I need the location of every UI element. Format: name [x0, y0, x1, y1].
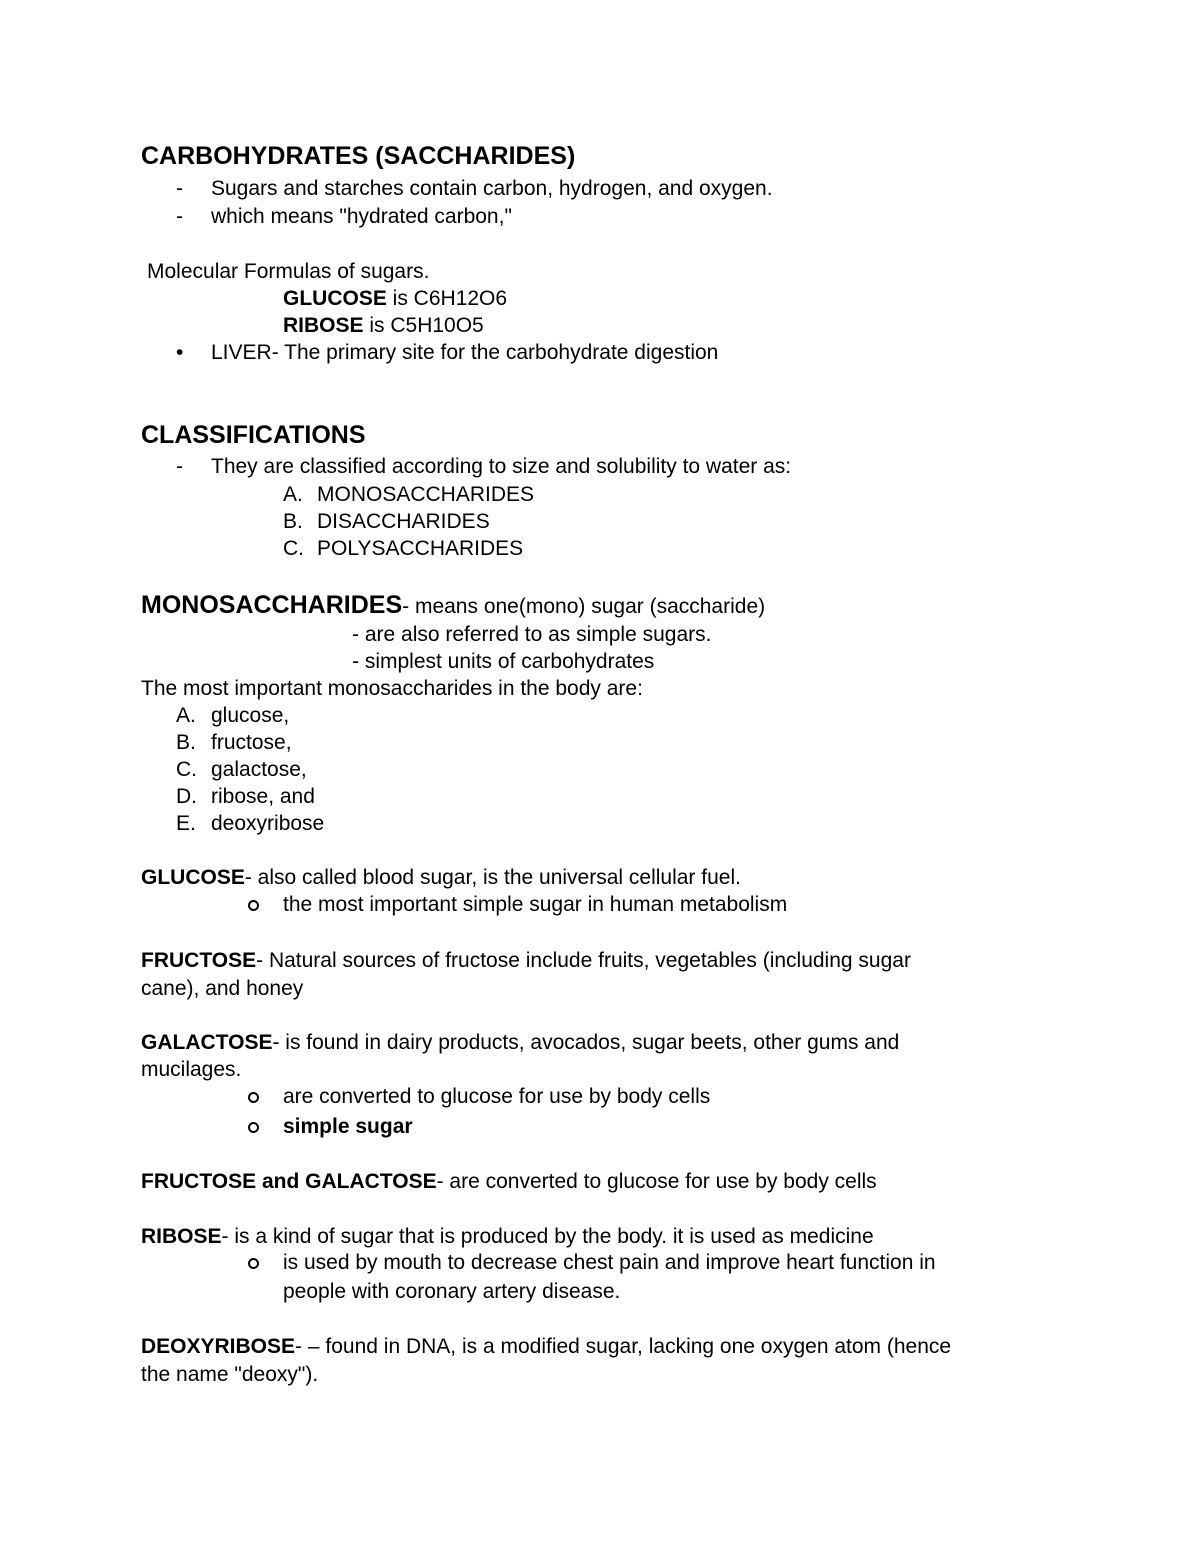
circle-bullet-icon: [248, 1092, 259, 1103]
classifications-intro: They are classified according to size and solubility to water as:: [211, 455, 792, 478]
monosaccharides-intro: The most important monosaccharides in the body are:: [141, 677, 643, 700]
dash-marker: -: [176, 177, 183, 200]
fructose-galactose-def: - are converted to glucose for use by body cells: [436, 1170, 877, 1193]
formula-name: RIBOSE: [283, 314, 364, 337]
galactose-def: - is found in dairy products, avocados, sugar beets, other gums and: [272, 1031, 900, 1054]
galactose-definition: [141, 1029, 899, 1056]
monosaccharides-sub: - simplest units of carbohydrates: [352, 650, 655, 673]
fructose-def-cont: cane), and honey: [141, 977, 304, 1000]
list-letter: D.: [176, 785, 197, 808]
circle-bullet-icon: [248, 1122, 259, 1133]
fructose-term: FRUCTOSE: [141, 949, 257, 972]
glucose-definition: [141, 864, 741, 891]
formula-text: is C6H12O6: [386, 287, 508, 310]
list-item: MONOSACCHARIDES: [317, 483, 535, 506]
deoxyribose-definition: [141, 1333, 951, 1360]
monosaccharides-heading-line: [141, 592, 765, 620]
list-letter: A.: [176, 704, 196, 727]
fructose-galactose-definition: [141, 1168, 877, 1195]
ribose-bullet: is used by mouth to decrease chest pain and improve heart function in: [283, 1251, 936, 1274]
monosaccharides-def: - means one(mono) sugar (saccharide): [402, 595, 766, 618]
dash-marker: -: [176, 455, 183, 478]
list-item: POLYSACCHARIDES: [317, 537, 524, 560]
glucose-def: - also called blood sugar, is the universal cellular fuel.: [244, 866, 741, 889]
galactose-def-cont: mucilages.: [141, 1058, 242, 1081]
list-letter: C.: [283, 537, 304, 560]
dash-marker: -: [176, 205, 183, 228]
deoxyribose-def-cont: the name "deoxy").: [141, 1363, 319, 1386]
circle-bullet-icon: [248, 1258, 259, 1269]
list-item: DISACCHARIDES: [317, 510, 490, 533]
list-letter: B.: [176, 731, 196, 754]
list-item: ribose, and: [211, 785, 315, 808]
ribose-bullet-cont: people with coronary artery disease.: [283, 1280, 621, 1303]
list-item: deoxyribose: [211, 812, 325, 835]
carbohydrates-bullet: Sugars and starches contain carbon, hydrogen, and oxygen.: [211, 177, 773, 200]
glucose-term: GLUCOSE: [141, 866, 245, 889]
circle-bullet-icon: [248, 900, 259, 911]
monosaccharides-heading: MONOSACCHARIDES: [141, 591, 403, 619]
list-item: galactose,: [211, 758, 307, 781]
formula-name: GLUCOSE: [283, 287, 387, 310]
ribose-def: - is a kind of sugar that is produced by the body. it is used as medicine: [221, 1225, 874, 1248]
ribose-definition: [141, 1223, 874, 1250]
liver-note: LIVER- The primary site for the carbohydrate digestion: [211, 341, 719, 364]
monosaccharides-sub: - are also referred to as simple sugars.: [352, 623, 712, 646]
list-item: glucose,: [211, 704, 290, 727]
ribose-term: RIBOSE: [141, 1225, 222, 1248]
fructose-def: - Natural sources of fructose include fruits, vegetables (including sugar: [256, 949, 911, 972]
deoxyribose-def: - – found in DNA, is a modified sugar, lacking one oxygen atom (hence: [295, 1335, 952, 1358]
carbohydrates-bullet: which means "hydrated carbon,": [211, 205, 512, 228]
list-letter: A.: [283, 483, 303, 506]
galactose-bullet: are converted to glucose for use by body cells: [283, 1085, 711, 1108]
ribose-formula: [283, 312, 484, 339]
galactose-bullet-bold: simple sugar: [283, 1115, 413, 1138]
fructose-galactose-term: FRUCTOSE and GALACTOSE: [141, 1170, 437, 1193]
list-letter: C.: [176, 758, 197, 781]
galactose-term: GALACTOSE: [141, 1031, 273, 1054]
carbohydrates-heading: CARBOHYDRATES (SACCHARIDES): [141, 142, 576, 170]
formula-text: is C5H10O5: [363, 314, 484, 337]
bullet-marker: •: [176, 341, 184, 364]
list-letter: B.: [283, 510, 303, 533]
glucose-formula: [283, 285, 507, 312]
list-item: fructose,: [211, 731, 292, 754]
deoxyribose-term: DEOXYRIBOSE: [141, 1335, 296, 1358]
glucose-bullet: the most important simple sugar in human metabolism: [283, 893, 788, 916]
formulas-label: Molecular Formulas of sugars.: [147, 260, 430, 283]
fructose-definition: [141, 947, 911, 974]
list-letter: E.: [176, 812, 196, 835]
classifications-heading: CLASSIFICATIONS: [141, 421, 366, 449]
